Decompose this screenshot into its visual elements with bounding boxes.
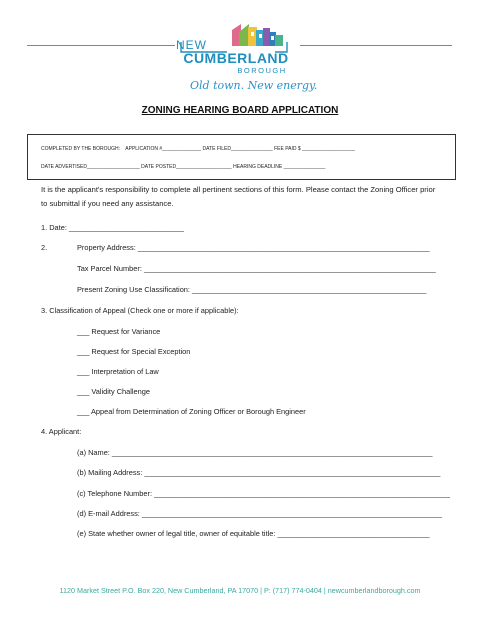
applicant-email-field[interactable]: (d) E-mail Address: _________________________________________________________________________ [77,509,442,518]
logo-borough-text: BOROUGH [237,66,287,75]
office-use-line-1: COMPLETED BY THE BOROUGH: APPLICATION #______________ DATE FILED_______________ FEE PAID $ ___________________ [41,146,355,152]
appeal-option-interpretation[interactable]: ___ Interpretation of Law [77,367,159,376]
logo-new-text: NEW [176,38,207,52]
appeal-heading: 3. Classification of Appeal (Check one or more if applicable): [41,306,239,315]
intro-paragraph: It is the applicant's responsibility to complete all pertinent sections of this form. Please contact the Zoning Officer prior to submittal if you need any assistance. [41,185,436,208]
zoning-classification-field[interactable]: Present Zoning Use Classification: _________________________________________________________ [77,285,427,294]
footer-contact: 1120 Market Street P.O. Box 220, New Cumberland, PA 17070 | P: (717) 774-0404 | newcumberlandborough.com [59,586,421,595]
property-address-field[interactable]: Property Address: _______________________________________________________________________ [77,243,430,252]
applicant-heading: 4. Applicant: [41,427,82,436]
header-rule-left [27,45,175,46]
applicant-owner-field[interactable]: (e) State whether owner of legal title, owner of equitable title: _____________________________________ [77,529,430,538]
appeal-option-special-exception[interactable]: ___ Request for Special Exception [77,347,191,356]
office-use-box [27,134,456,180]
appeal-option-determination[interactable]: ___ Appeal from Determination of Zoning Officer or Borough Engineer [77,407,306,416]
date-field[interactable]: 1. Date: ____________________________ [41,223,185,232]
applicant-name-field[interactable]: (a) Name: ______________________________________________________________________________ [77,448,433,457]
applicant-telephone-field[interactable]: (c) Telephone Number: ________________________________________________________________________ [77,489,451,498]
appeal-option-variance[interactable]: ___ Request for Variance [77,327,161,336]
tax-parcel-field[interactable]: Tax Parcel Number: _______________________________________________________________________ [77,264,436,273]
office-use-line-2: DATE ADVERTISED___________________ DATE POSTED____________________ HEARING DEADLINE _______________ [41,164,326,170]
logo-cumberland-text: CUMBERLAND [183,50,289,66]
form-title: ZONING HEARING BOARD APPLICATION [141,105,339,116]
header-rule-right [300,45,452,46]
appeal-option-validity[interactable]: ___ Validity Challenge [77,387,150,396]
applicant-mailing-field[interactable]: (b) Mailing Address: ________________________________________________________________________ [77,468,441,477]
section-2-number: 2. [41,243,48,252]
logo-tagline: Old town. New energy. [190,79,318,92]
